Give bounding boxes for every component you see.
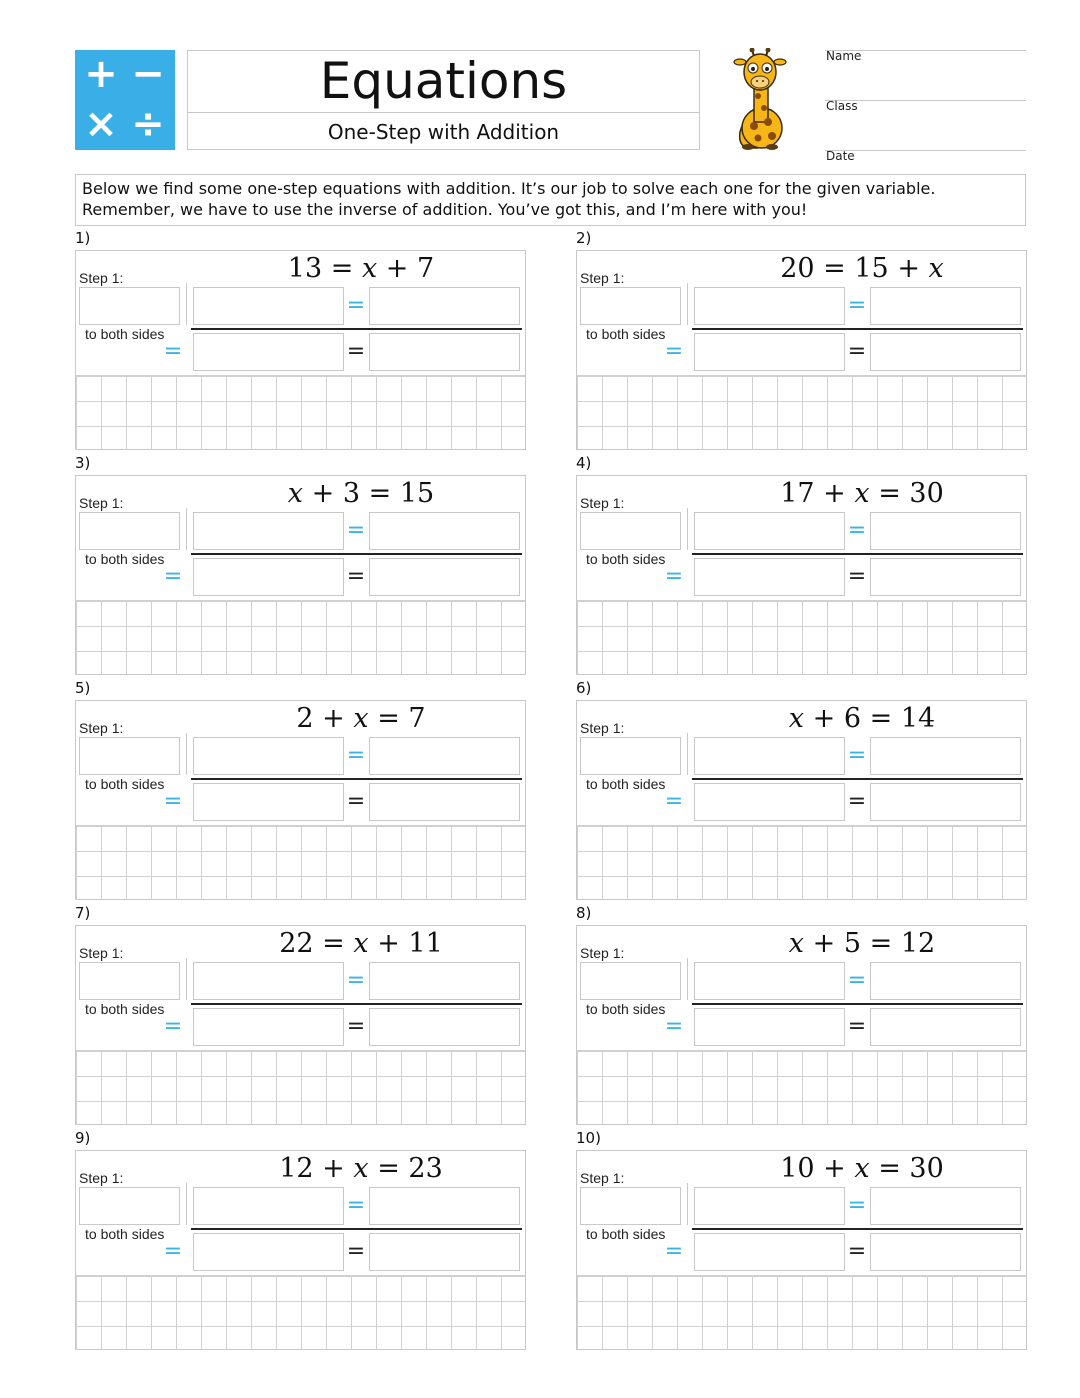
step-label: Step 1: — [580, 720, 625, 736]
operation-line — [191, 553, 522, 555]
equals-sign: = — [346, 1014, 366, 1039]
right-side-input[interactable] — [369, 512, 520, 550]
step-label: Step 1: — [79, 270, 124, 286]
step-input[interactable] — [580, 512, 681, 550]
equals-sign: = — [346, 293, 366, 318]
equals-sign: = — [346, 564, 366, 589]
equals-sign: = — [346, 789, 366, 814]
work-grid[interactable] — [76, 1275, 525, 1350]
right-side-input[interactable] — [369, 1187, 520, 1225]
step-input[interactable] — [580, 1187, 681, 1225]
step-label: Step 1: — [79, 495, 124, 511]
equals-sign: = — [346, 518, 366, 543]
work-grid[interactable] — [76, 1050, 525, 1125]
equation-term: x — [353, 928, 369, 959]
equation-term: 7 — [417, 253, 435, 284]
column-separator — [186, 283, 187, 325]
column-separator — [186, 1183, 187, 1225]
left-side-input[interactable] — [193, 962, 344, 1000]
right-result-input[interactable] — [369, 333, 520, 371]
equals-sign: = — [847, 1239, 867, 1264]
problem-panel — [75, 1150, 526, 1350]
step-label: Step 1: — [79, 720, 124, 736]
left-result-input[interactable] — [694, 783, 845, 821]
step-input[interactable] — [580, 287, 681, 325]
problem-number: 6) — [576, 679, 592, 697]
work-grid[interactable] — [76, 375, 525, 450]
left-result-input[interactable] — [694, 558, 845, 596]
both-sides-label: to both sides — [586, 1001, 666, 1017]
equation-term: 17 — [780, 478, 815, 509]
equation-term: = — [377, 1153, 400, 1184]
right-result-input[interactable] — [369, 1233, 520, 1271]
equation-term: x — [287, 478, 304, 509]
both-sides-label: to both sides — [85, 1001, 165, 1017]
right-result-input[interactable] — [870, 333, 1021, 371]
equation-term: x — [361, 253, 378, 284]
column-separator — [186, 508, 187, 550]
equation-term: + — [385, 253, 409, 284]
equation-term: 15 — [399, 478, 435, 509]
problem-panel — [75, 250, 526, 450]
equation — [697, 1151, 1027, 1187]
equals-sign: = — [664, 1239, 684, 1264]
equation-term: x — [854, 1153, 870, 1184]
right-side-input[interactable] — [870, 962, 1021, 1000]
equation — [697, 926, 1027, 962]
equation-term: + — [897, 253, 920, 284]
problem-number: 7) — [75, 904, 91, 922]
operation-line — [692, 1228, 1023, 1230]
equals-sign: = — [847, 743, 867, 768]
right-result-input[interactable] — [870, 1008, 1021, 1046]
equation-term: = — [869, 928, 893, 959]
step-input[interactable] — [79, 737, 180, 775]
equation-term: 22 — [279, 928, 314, 959]
operation-line — [692, 328, 1023, 330]
equation-term: 12 — [279, 1153, 314, 1184]
right-result-input[interactable] — [369, 783, 520, 821]
step-label: Step 1: — [580, 270, 625, 286]
left-result-input[interactable] — [193, 783, 344, 821]
left-side-input[interactable] — [193, 512, 344, 550]
equation-term: 30 — [909, 1153, 944, 1184]
equals-sign: = — [847, 293, 867, 318]
right-result-input[interactable] — [369, 1008, 520, 1046]
both-sides-label: to both sides — [85, 776, 165, 792]
title-box — [187, 50, 700, 150]
problem-panel — [576, 700, 1027, 900]
work-grid[interactable] — [76, 600, 525, 675]
problem-number: 9) — [75, 1129, 91, 1147]
right-side-input[interactable] — [369, 737, 520, 775]
name-label: Name — [826, 49, 862, 63]
column-separator — [186, 733, 187, 775]
class-field[interactable] — [825, 100, 1026, 149]
equals-sign: = — [346, 339, 366, 364]
equation — [196, 701, 526, 737]
equation-term: 2 — [296, 703, 314, 734]
plus-icon: + — [84, 51, 118, 97]
work-grid[interactable] — [577, 825, 1026, 900]
equation-term: 13 — [287, 253, 323, 284]
equation-term: 30 — [909, 478, 944, 509]
equation-term: + — [322, 703, 345, 734]
left-side-input[interactable] — [193, 287, 344, 325]
equation-term: 3 — [342, 478, 361, 509]
equation-term: x — [353, 703, 369, 734]
step-input[interactable] — [79, 962, 180, 1000]
problem-number: 3) — [75, 454, 91, 472]
equation-term: 20 — [780, 253, 815, 284]
equation-term: 6 — [843, 703, 862, 734]
equation — [196, 476, 526, 512]
math-operations-logo — [75, 50, 175, 150]
equation-term: x — [854, 478, 870, 509]
equals-sign: = — [664, 789, 684, 814]
problem-number: 2) — [576, 229, 592, 247]
equals-sign: = — [847, 564, 867, 589]
left-side-input[interactable] — [193, 1187, 344, 1225]
equation-term: = — [878, 478, 901, 509]
both-sides-label: to both sides — [586, 551, 666, 567]
column-separator — [687, 1183, 688, 1225]
step-input[interactable] — [580, 737, 681, 775]
name-field[interactable] — [825, 50, 1026, 99]
equals-sign: = — [664, 1014, 684, 1039]
work-grid[interactable] — [76, 825, 525, 900]
problem-panel — [576, 1150, 1027, 1350]
left-result-input[interactable] — [694, 1233, 845, 1271]
equals-sign: = — [847, 518, 867, 543]
problem-panel — [576, 475, 1027, 675]
problem-number: 10) — [576, 1129, 601, 1147]
equation-term: = — [869, 703, 893, 734]
equals-sign: = — [163, 564, 183, 589]
equation-term: + — [322, 1153, 345, 1184]
right-side-input[interactable] — [870, 512, 1021, 550]
equation-term: x — [788, 928, 805, 959]
equation-term: + — [812, 703, 836, 734]
left-side-input[interactable] — [694, 1187, 845, 1225]
equals-sign: = — [847, 789, 867, 814]
problem-panel — [75, 925, 526, 1125]
operation-line — [191, 1003, 522, 1005]
column-separator — [687, 958, 688, 1000]
problem-panel — [75, 700, 526, 900]
equation-term: x — [788, 703, 805, 734]
equation-term: 5 — [843, 928, 862, 959]
date-label: Date — [826, 149, 855, 163]
left-result-input[interactable] — [193, 558, 344, 596]
left-result-input[interactable] — [694, 333, 845, 371]
instructions-text: Below we find some one-step equations with addition. It’s our job to solve each one for the given variable. Remember, we have to use the inverse of addition. You’ve got this, and I’m here with you! — [75, 174, 1026, 226]
step-input[interactable] — [79, 1187, 180, 1225]
equation — [196, 1151, 526, 1187]
right-result-input[interactable] — [870, 1233, 1021, 1271]
column-separator — [687, 283, 688, 325]
equals-sign: = — [163, 1014, 183, 1039]
equation — [196, 251, 526, 287]
giraffe-icon — [728, 48, 792, 152]
title-divider — [188, 112, 699, 113]
work-grid[interactable] — [577, 1050, 1026, 1125]
work-grid[interactable] — [577, 1275, 1026, 1350]
equation-term: 15 — [854, 253, 889, 284]
problem-number: 5) — [75, 679, 91, 697]
left-side-input[interactable] — [694, 962, 845, 1000]
step-label: Step 1: — [580, 495, 625, 511]
both-sides-label: to both sides — [85, 551, 165, 567]
equation-term: 12 — [900, 928, 936, 959]
minus-icon: − — [131, 51, 165, 97]
step-label: Step 1: — [79, 945, 124, 961]
step-input[interactable] — [79, 287, 180, 325]
left-result-input[interactable] — [193, 1233, 344, 1271]
equation-term: = — [330, 253, 354, 284]
left-side-input[interactable] — [193, 737, 344, 775]
both-sides-label: to both sides — [586, 326, 666, 342]
problem-panel — [576, 925, 1027, 1125]
equation-term: = — [377, 703, 400, 734]
equals-sign: = — [664, 564, 684, 589]
right-side-input[interactable] — [870, 287, 1021, 325]
equation-term: + — [823, 478, 846, 509]
times-icon: × — [84, 101, 118, 147]
both-sides-label: to both sides — [85, 326, 165, 342]
right-result-input[interactable] — [369, 558, 520, 596]
equals-sign: = — [346, 968, 366, 993]
problem-panel — [576, 250, 1027, 450]
equals-sign: = — [346, 743, 366, 768]
left-side-input[interactable] — [694, 737, 845, 775]
equation-term: + — [812, 928, 836, 959]
step-label: Step 1: — [580, 945, 625, 961]
equation-term: + — [311, 478, 335, 509]
equation-term: + — [823, 1153, 846, 1184]
page-subtitle: One-Step with Addition — [327, 120, 560, 144]
both-sides-label: to both sides — [586, 1226, 666, 1242]
both-sides-label: to both sides — [85, 1226, 165, 1242]
right-result-input[interactable] — [870, 558, 1021, 596]
equation-term: x — [353, 1153, 369, 1184]
equals-sign: = — [346, 1193, 366, 1218]
problem-number: 4) — [576, 454, 592, 472]
equals-sign: = — [163, 339, 183, 364]
equation — [697, 476, 1027, 512]
right-side-input[interactable] — [870, 1187, 1021, 1225]
equals-sign: = — [664, 339, 684, 364]
equation — [196, 926, 526, 962]
right-side-input[interactable] — [369, 962, 520, 1000]
equation-term: = — [322, 928, 345, 959]
work-grid[interactable] — [577, 600, 1026, 675]
operation-line — [191, 1228, 522, 1230]
left-result-input[interactable] — [193, 333, 344, 371]
page-title: Equations — [319, 52, 568, 110]
equation-term: 7 — [408, 703, 426, 734]
operation-line — [692, 553, 1023, 555]
step-label: Step 1: — [580, 1170, 625, 1186]
equals-sign: = — [847, 1014, 867, 1039]
equation-term: 14 — [900, 703, 936, 734]
column-separator — [186, 958, 187, 1000]
operation-line — [692, 1003, 1023, 1005]
equation-term: = — [823, 253, 846, 284]
column-separator — [687, 508, 688, 550]
equation-term: = — [368, 478, 392, 509]
equation-term: 23 — [408, 1153, 443, 1184]
class-label: Class — [826, 99, 858, 113]
equation — [697, 701, 1027, 737]
left-side-input[interactable] — [694, 287, 845, 325]
right-result-input[interactable] — [870, 783, 1021, 821]
equals-sign: = — [847, 339, 867, 364]
step-label: Step 1: — [79, 1170, 124, 1186]
left-result-input[interactable] — [694, 1008, 845, 1046]
left-result-input[interactable] — [193, 1008, 344, 1046]
work-grid[interactable] — [577, 375, 1026, 450]
left-side-input[interactable] — [694, 512, 845, 550]
problem-panel — [75, 475, 526, 675]
operation-line — [191, 328, 522, 330]
equation-term: = — [878, 1153, 901, 1184]
equals-sign: = — [163, 1239, 183, 1264]
problem-number: 8) — [576, 904, 592, 922]
equals-sign: = — [847, 1193, 867, 1218]
right-side-input[interactable] — [369, 287, 520, 325]
equals-sign: = — [847, 968, 867, 993]
both-sides-label: to both sides — [586, 776, 666, 792]
right-side-input[interactable] — [870, 737, 1021, 775]
divide-icon: ÷ — [131, 101, 165, 147]
equation — [697, 251, 1027, 287]
operation-line — [692, 778, 1023, 780]
equation-term: 11 — [408, 928, 443, 959]
equation-term: + — [377, 928, 400, 959]
step-input[interactable] — [580, 962, 681, 1000]
step-input[interactable] — [79, 512, 180, 550]
operation-line — [191, 778, 522, 780]
equals-sign: = — [163, 789, 183, 814]
equals-sign: = — [346, 1239, 366, 1264]
equation-term: x — [928, 253, 944, 284]
equation-term: 10 — [780, 1153, 815, 1184]
problem-number: 1) — [75, 229, 91, 247]
column-separator — [687, 733, 688, 775]
